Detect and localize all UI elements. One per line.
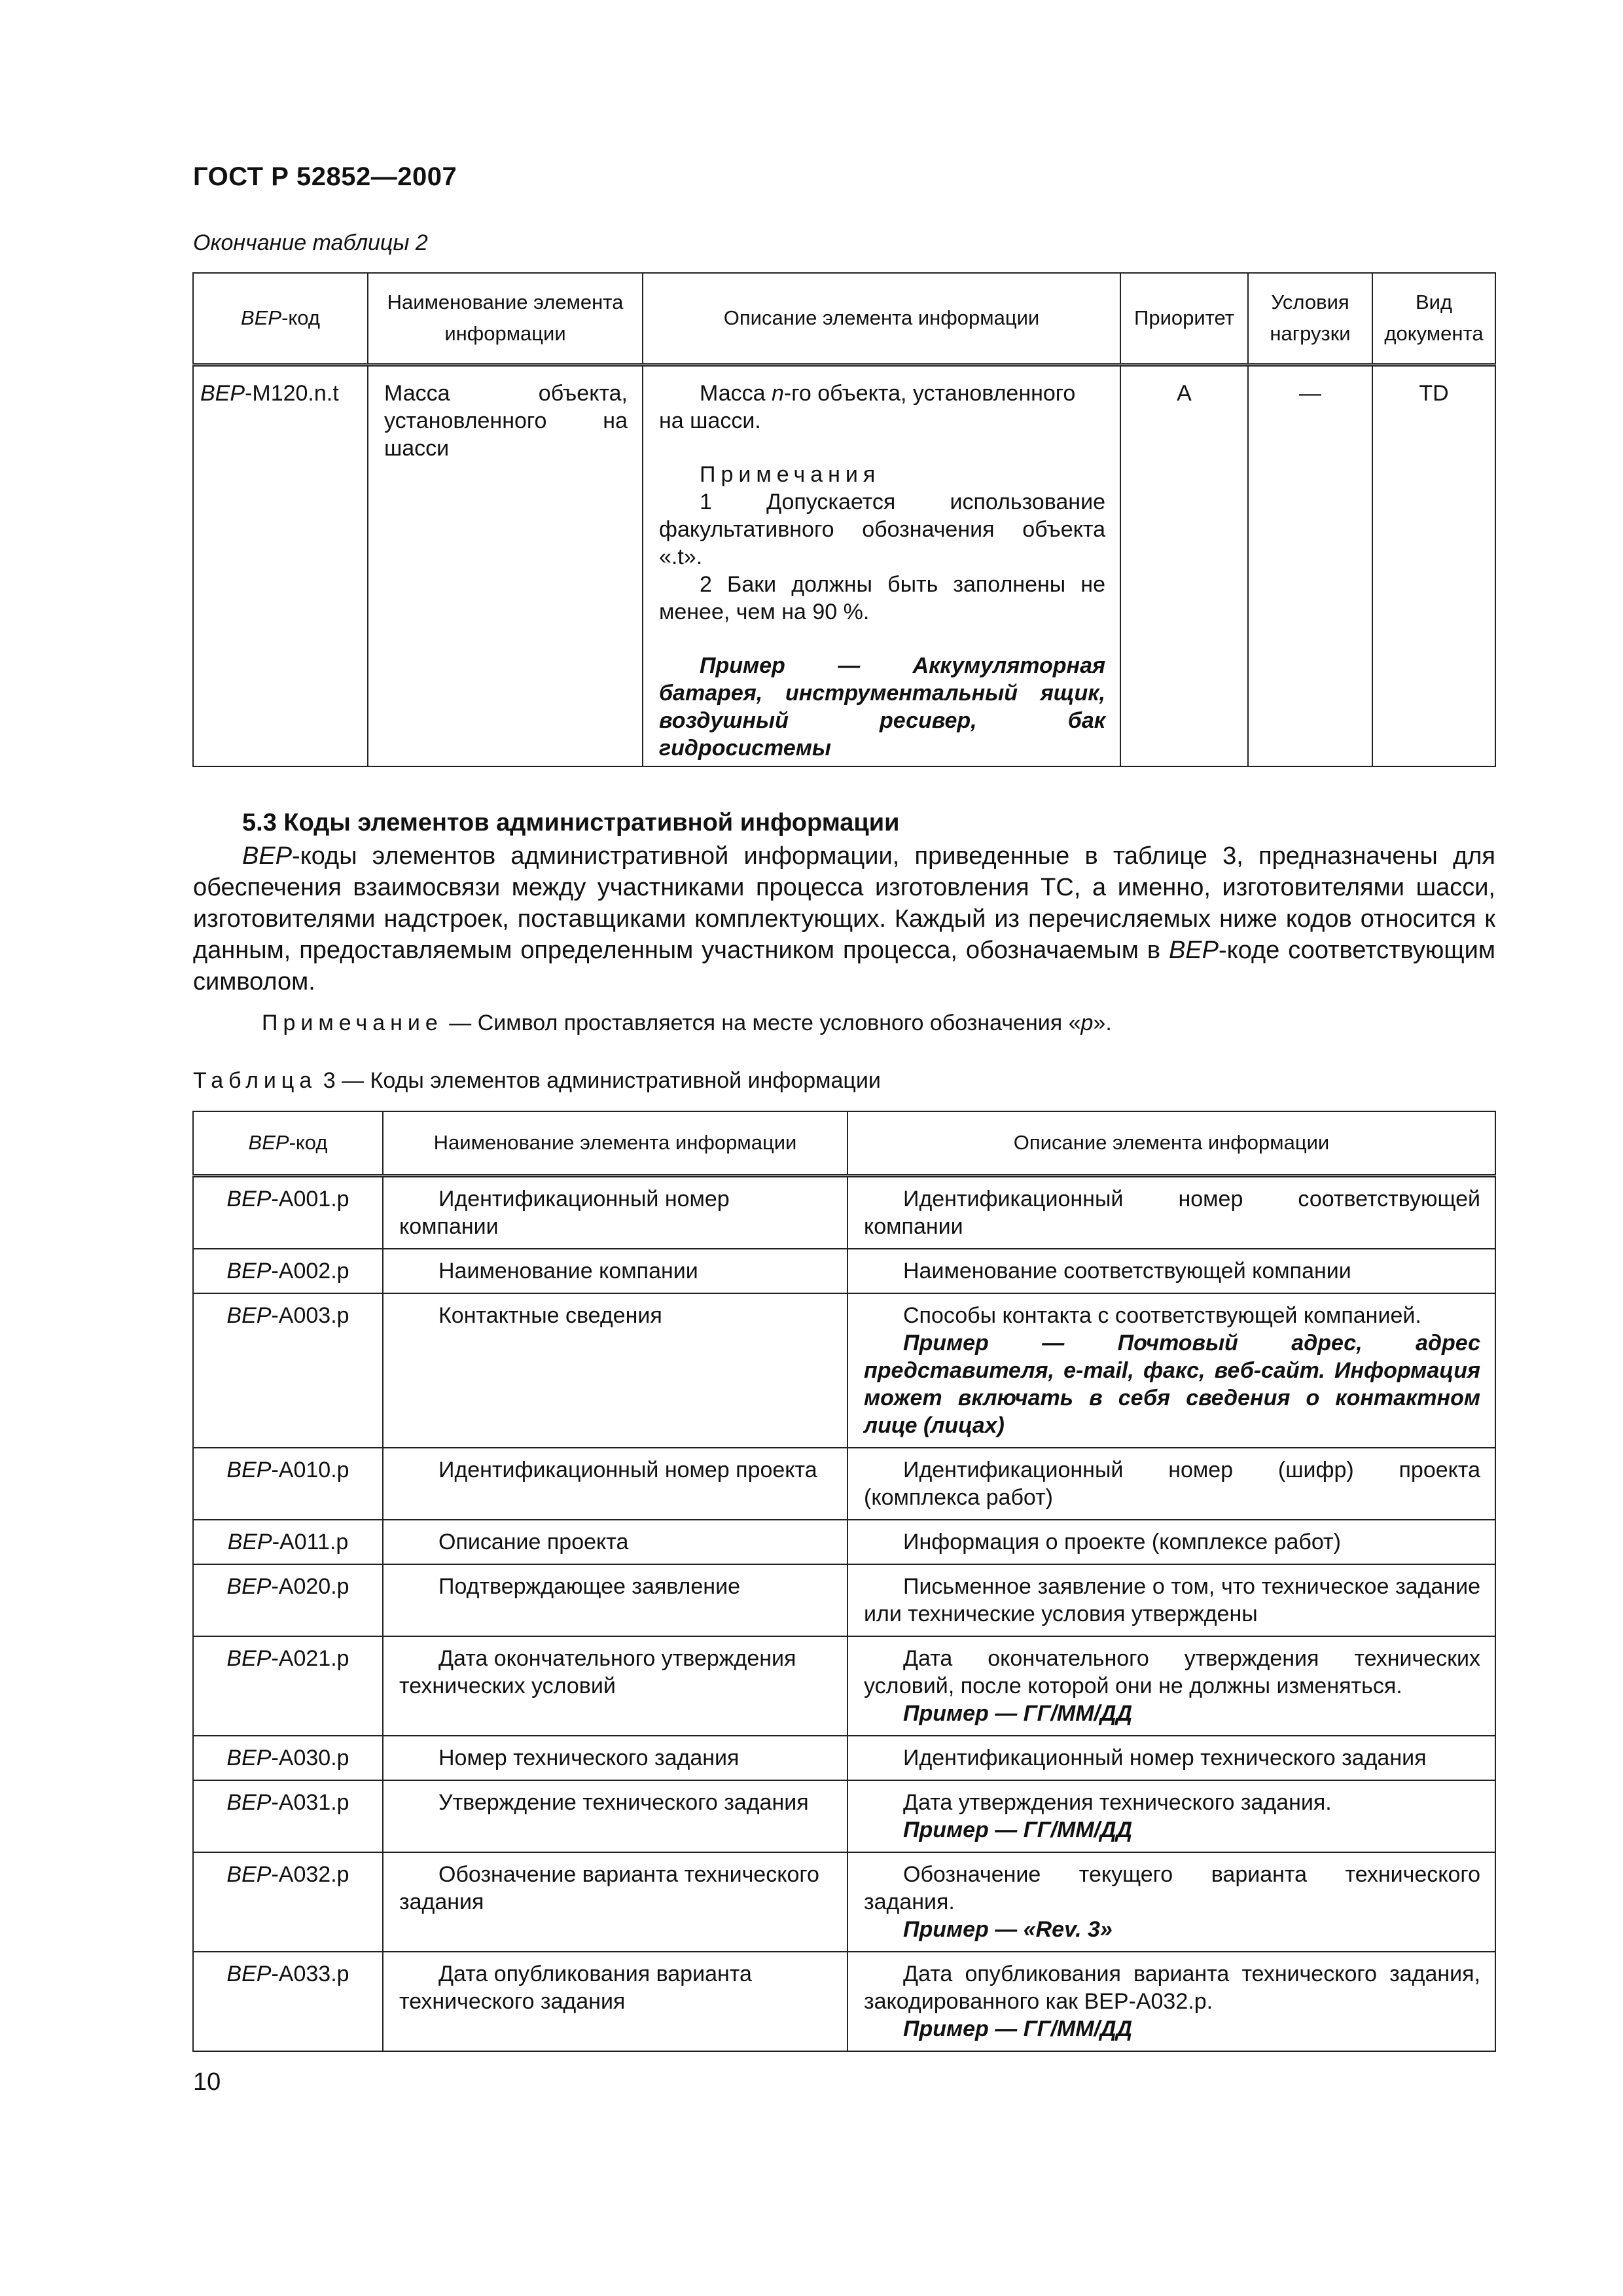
table-row bbox=[193, 1952, 1495, 2051]
table3-cell-code: BEP-A010.p bbox=[193, 1448, 383, 1520]
table3-cell-code: BEP-A030.p bbox=[193, 1736, 383, 1780]
table3-example: Пример — Почтовый адрес, адрес представителя, e-mail, факс, веб-сайт. Информация может включать в себя сведения о контактном лице (лицах) bbox=[864, 1330, 1480, 1438]
table3-example: Пример — ГГ/ММ/ДД bbox=[903, 2016, 1133, 2041]
table3-cell-name: Контактные сведения bbox=[383, 1293, 847, 1448]
table3-cell-description: Дата окончательного утверждения технических условий, после которой они не должны изменяться. Пример — ГГ/ММ/ДД bbox=[847, 1636, 1495, 1736]
table3-header-description: Описание элемента информации bbox=[847, 1111, 1495, 1175]
table2-cell-load: — bbox=[1248, 365, 1372, 766]
table3-cell-description: Информация о проекте (комплексе работ) bbox=[847, 1520, 1495, 1564]
table3-cell-name: Описание проекта bbox=[383, 1520, 847, 1564]
table3-cell-description: Идентификационный номер технического задания bbox=[847, 1736, 1495, 1780]
document-code: ГОСТ Р 52852—2007 bbox=[193, 162, 457, 191]
table3-cell-code: BEP-A020.p bbox=[193, 1564, 383, 1636]
table2-example: Пример — Аккумуляторная батарея, инструментальный ящик, воздушный ресивер, бак гидросистемы bbox=[659, 653, 1105, 761]
table3-example: Пример — «Rev. 3» bbox=[903, 1916, 1113, 1942]
table2-cell-priority: A bbox=[1120, 365, 1248, 766]
table3-example: Пример — ГГ/ММ/ДД bbox=[903, 1817, 1133, 1842]
table3-cell-description: Дата опубликования варианта технического задания, закодированного как BEP-A032.p. Пример — ГГ/ММ/ДД bbox=[847, 1952, 1495, 2051]
table3-cell-name: Номер технического задания bbox=[383, 1736, 847, 1780]
table3-cell-code: BEP-A002.p bbox=[193, 1249, 383, 1293]
table3-cell-name: Дата опубликования варианта технического задания bbox=[383, 1952, 847, 2051]
table2-cell-doc-type: TD bbox=[1372, 365, 1495, 766]
table3-header-name: Наименование элемента информации bbox=[383, 1111, 847, 1175]
table3-header-row bbox=[193, 1111, 1495, 1175]
table-row bbox=[193, 1175, 1495, 1249]
table3-cell-name: Дата окончательного утверждения технических условий bbox=[383, 1636, 847, 1736]
table3-cell-code: BEP-A031.p bbox=[193, 1780, 383, 1852]
table3-example: Пример — ГГ/ММ/ДД bbox=[903, 1700, 1133, 1726]
table3-cell-code: BEP-A032.p bbox=[193, 1852, 383, 1952]
table-row bbox=[193, 1852, 1495, 1952]
table3-cell-description: Дата утверждения технического задания. Пример — ГГ/ММ/ДД bbox=[847, 1780, 1495, 1852]
table3-cell-description: Письменное заявление о том, что техническое задание или технические условия утверждены bbox=[847, 1564, 1495, 1636]
table3-cell-name: Подтверждающее заявление bbox=[383, 1564, 847, 1636]
table-2 bbox=[192, 272, 1496, 767]
table3-cell-code: BEP-A021.p bbox=[193, 1636, 383, 1736]
page-number: 10 bbox=[193, 2068, 221, 2096]
table3-cell-code: BEP-A033.p bbox=[193, 1952, 383, 2051]
table3-cell-name: Утверждение технического задания bbox=[383, 1780, 847, 1852]
table2-header-name: Наименование элемента информации bbox=[368, 273, 643, 365]
table2-continuation-caption: Окончание таблицы 2 bbox=[193, 230, 428, 255]
table3-cell-name: Идентификационный номер компании bbox=[383, 1175, 847, 1249]
table-row bbox=[193, 365, 1495, 766]
table-row bbox=[193, 1520, 1495, 1564]
table2-header-description: Описание элемента информации bbox=[643, 273, 1120, 365]
table3-cell-description: Идентификационный номер (шифр) проекта (комплекса работ) bbox=[847, 1448, 1495, 1520]
section-paragraph: BEP-коды элементов административной информации, приведенные в таблице 3, предназначены для обеспечения взаимосвязи между участниками процесса изготовления ТС, а именно, изготовителями шасси, изготовителями надстроек, поставщиками комплектующих. Каждый из перечисляемых ниже кодов относится к данным, предоставляемым определенным участником процесса, обозначаемым в BEP-коде соответствующим символом. bbox=[193, 842, 1495, 996]
section-title: 5.3 Коды элементов административной информации bbox=[242, 809, 900, 836]
table2-cell-description bbox=[643, 365, 1120, 766]
table-row bbox=[193, 1636, 1495, 1736]
table2-note-2: 2 Баки должны быть заполнены не менее, чем на 90 %. bbox=[659, 571, 1105, 624]
table-row bbox=[193, 1564, 1495, 1636]
table2-desc-main: Масса n-го объекта, установленного на шасси. bbox=[659, 380, 1076, 433]
table2-cell-code: BEP-M120.n.t bbox=[193, 365, 368, 766]
table-row bbox=[193, 1249, 1495, 1293]
table3-cell-description: Идентификационный номер соответствующей компании bbox=[847, 1175, 1495, 1249]
table3-cell-name: Обозначение варианта технического задания bbox=[383, 1852, 847, 1952]
table3-cell-description: Наименование соответствующей компании bbox=[847, 1249, 1495, 1293]
table3-cell-name: Идентификационный номер проекта bbox=[383, 1448, 847, 1520]
table2-notes-title: Примечания bbox=[700, 461, 881, 487]
table3-caption: Таблица 3 — Коды элементов административной информации bbox=[193, 1068, 881, 1093]
table3-cell-description: Способы контакта с соответствующей компанией. Пример — Почтовый адрес, адрес представителя, e-mail, факс, веб-сайт. Информация может включать в себя сведения о контактном лице (лицах) bbox=[847, 1293, 1495, 1448]
table-row bbox=[193, 1448, 1495, 1520]
table2-header-priority: Приоритет bbox=[1120, 273, 1248, 365]
table3-cell-description: Обозначение текущего варианта технического задания. Пример — «Rev. 3» bbox=[847, 1852, 1495, 1952]
table3-header-code: BEP-код bbox=[193, 1111, 383, 1175]
table3-cell-name: Наименование компании bbox=[383, 1249, 847, 1293]
table-row bbox=[193, 1293, 1495, 1448]
table2-header-row bbox=[193, 273, 1495, 365]
table2-header-code: BEP-код bbox=[193, 273, 368, 365]
table-row bbox=[193, 1736, 1495, 1780]
table3-cell-code: BEP-A011.p bbox=[193, 1520, 383, 1564]
section-note: Примечание — Символ проставляется на месте условного обозначения «p». bbox=[262, 1011, 1112, 1035]
table-row bbox=[193, 1780, 1495, 1852]
table2-header-doc-type: Вид документа bbox=[1372, 273, 1495, 365]
table-3 bbox=[192, 1111, 1496, 2052]
table3-cell-code: BEP-A003.p bbox=[193, 1293, 383, 1448]
table3-cell-code: BEP-A001.p bbox=[193, 1175, 383, 1249]
table2-note-1: 1 Допускается использование факультативного обозначения объекта «.t». bbox=[659, 489, 1105, 569]
table2-header-load: Условия нагрузки bbox=[1248, 273, 1372, 365]
table3-body bbox=[193, 1175, 1495, 2051]
table2-cell-name: Масса объекта, установленного на шасси bbox=[368, 365, 643, 766]
